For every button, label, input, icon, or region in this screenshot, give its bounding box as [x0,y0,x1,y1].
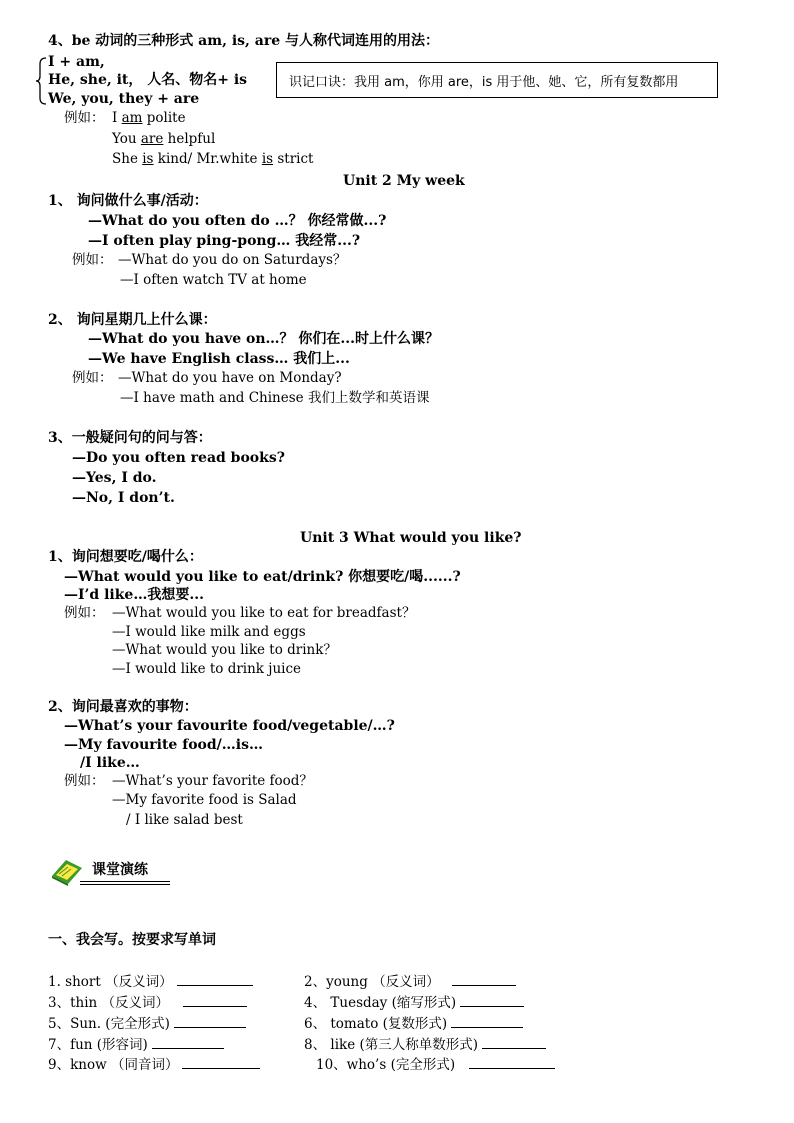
unit2-q3-heading: 3、一般疑问句的问与答： [48,430,212,446]
unit3-q2-answer-alt: /I like… [80,755,140,771]
unit2-title: Unit 2 My week [343,173,465,189]
unit3-q1-example-4: —I would like to drink juice [112,661,302,677]
answer-blank[interactable] [152,1036,224,1049]
example-sentence-3: She is kind/ Mr.white is strict [112,151,314,167]
unit3-q2-answer: —My favourite food/…is… [64,737,263,753]
unit2-q1-answer: —I often play ping-pong… 我经常...? [88,233,361,249]
unit3-q1-heading: 1、询问想要吃/喝什么： [48,549,203,565]
book-icon [50,856,84,886]
rule-we-you-they-are: We, you, they + are [48,91,200,107]
exercise-item-4: 4、 Tuesday (缩写形式) [304,994,524,1011]
unit2-q2-answer: —We have English class… 我们上... [88,351,350,367]
unit2-q1-heading: 1、 询问做什么事/活动： [48,193,208,209]
example-sentence-2: You are helpful [112,131,216,147]
unit3-title: Unit 3 What would you like? [300,530,522,546]
answer-blank[interactable] [452,973,516,986]
answer-blank[interactable] [460,994,524,1007]
unit2-q3-answer-no: —No, I don’t. [72,490,175,506]
unit2-q1-example-1: —What do you do on Saturdays？ [118,252,347,268]
answer-blank[interactable] [177,973,253,986]
exercise-item-9: 9、know （同音词） [48,1056,260,1073]
practice-underline-2 [80,884,170,885]
mnemonic-box [276,62,718,98]
rule-i-am: I + am, [48,54,105,70]
exercise-item-3: 3、thin （反义词） [48,994,247,1011]
unit3-q2-heading: 2、询问最喜欢的事物： [48,699,198,715]
unit3-q1-example-label: 例如： [64,605,105,621]
unit2-q3-question: —Do you often read books? [72,450,285,466]
answer-blank[interactable] [182,1056,260,1069]
unit2-q1-question: —What do you often do …？ 你经常做...? [88,213,387,229]
unit3-q1-example-1: —What would you like to eat for breadfast？ [112,605,416,621]
exercise-item-5: 5、Sun. (完全形式) [48,1015,246,1032]
curly-brace-icon [34,56,48,106]
answer-blank[interactable] [482,1036,546,1049]
unit2-q1-example-label: 例如： [72,252,113,268]
unit2-q2-example-label: 例如： [72,370,113,386]
unit3-q2-question: —What’s your favourite food/vegetable/…? [64,718,395,734]
exercise-item-2: 2、young （反义词） [304,973,516,990]
unit3-q1-example-2: —I would like milk and eggs [112,624,306,640]
example-sentence-1: I am polite [112,110,186,126]
answer-blank[interactable] [469,1056,555,1069]
unit2-q2-example-2: —I have math and Chinese 我们上数学和英语课 [120,390,430,406]
unit3-q1-answer: —I’d like…我想要... [64,587,204,603]
rule-he-she-it-is: He, she, it， 人名、物名+ is [48,72,248,88]
unit2-q2-heading: 2、 询问星期几上什么课： [48,312,217,328]
unit3-q2-example-1: —What’s your favorite food？ [112,773,313,789]
exercise-heading: 一、我会写。按要求写单词 [48,932,216,948]
exercise-item-10: 10、who’s (完全形式) [316,1056,555,1073]
unit3-q2-example-2: —My favorite food is Salad [112,792,297,808]
example-label: 例如： [64,110,105,126]
answer-blank[interactable] [183,994,247,1007]
unit2-q2-example-1: —What do you have on Monday? [118,370,342,386]
practice-label: 课堂演练 [92,862,148,878]
unit2-q2-question: —What do you have on…？ 你们在...时上什么课？ [88,331,440,347]
section4-heading: 4、be 动词的三种形式 am, is, are 与人称代词连用的用法： [48,33,439,49]
exercise-item-8: 8、 like (第三人称单数形式) [304,1036,546,1053]
exercise-item-6: 6、 tomato (复数形式) [304,1015,523,1032]
unit2-q3-answer-yes: —Yes, I do. [72,470,157,486]
unit2-q1-example-2: —I often watch TV at home [120,272,307,288]
unit3-q2-example-3: / I like salad best [126,812,243,828]
unit3-q2-example-label: 例如： [64,773,105,789]
unit3-q1-example-3: —What would you like to drink？ [112,642,337,658]
mnemonic-text: 识记口诀：我用 am，你用 are，is 用于他、她、它，所有复数都用 [289,74,679,90]
answer-blank[interactable] [174,1015,246,1028]
practice-underline [80,881,170,882]
answer-blank[interactable] [451,1015,523,1028]
unit3-q1-question: —What would you like to eat/drink? 你想要吃/喝......? [64,569,461,585]
exercise-item-1: 1. short （反义词） [48,973,253,990]
exercise-item-7: 7、fun (形容词) [48,1036,224,1053]
